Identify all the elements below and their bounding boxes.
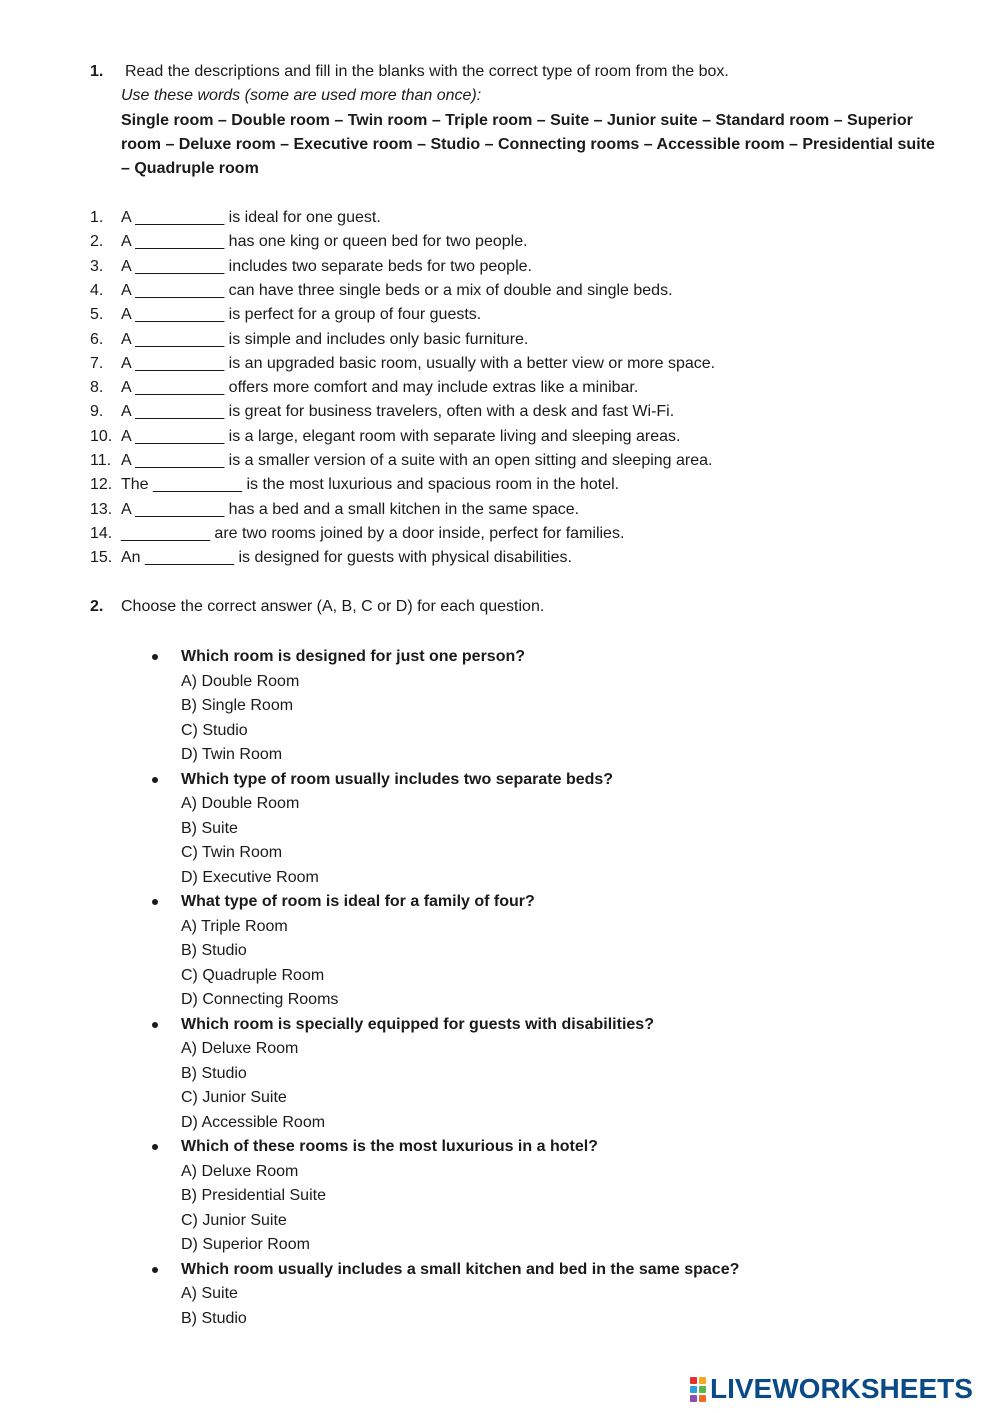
item-number: 9. — [90, 403, 104, 420]
word-bank-line: – Quadruple room — [121, 160, 259, 177]
fill-in-item: A __________ offers more comfort and may include extras like a minibar. — [121, 379, 639, 396]
answer-option[interactable]: B) Single Room — [181, 697, 294, 714]
answer-option[interactable]: A) Deluxe Room — [181, 1163, 299, 1180]
answer-option[interactable]: A) Double Room — [181, 673, 300, 690]
question-text: Which room is designed for just one person? — [181, 648, 526, 665]
answer-option[interactable]: C) Quadruple Room — [181, 967, 325, 984]
bullet-icon — [152, 1144, 158, 1150]
fill-in-item: A __________ can have three single beds or a mix of double and single beds. — [121, 282, 673, 299]
fill-in-item: A __________ is an upgraded basic room, usually with a better view or more space. — [121, 355, 716, 372]
answer-option[interactable]: D) Connecting Rooms — [181, 991, 339, 1008]
fill-in-item: A __________ is a smaller version of a suite with an open sitting and sleeping area. — [121, 452, 713, 469]
answer-option[interactable]: D) Accessible Room — [181, 1114, 326, 1131]
item-number: 12. — [90, 476, 113, 493]
fill-in-item: A __________ is simple and includes only basic furniture. — [121, 331, 529, 348]
answer-option[interactable]: B) Studio — [181, 1310, 247, 1327]
item-number: 7. — [90, 355, 104, 372]
answer-option[interactable]: A) Deluxe Room — [181, 1040, 299, 1057]
word-bank-line: room – Deluxe room – Executive room – Studio – Connecting rooms – Accessible room – Presidential suite — [121, 136, 935, 153]
answer-option[interactable]: C) Junior Suite — [181, 1212, 287, 1229]
bullet-icon — [152, 899, 158, 905]
section1-number: 1. — [90, 63, 104, 80]
question-text: Which room is specially equipped for guests with disabilities? — [181, 1016, 654, 1033]
question-text: Which type of room usually includes two separate beds? — [181, 771, 614, 788]
question-text: Which of these rooms is the most luxurious in a hotel? — [181, 1138, 598, 1155]
item-number: 1. — [90, 209, 104, 226]
word-bank-note: Use these words (some are used more than once): — [121, 87, 482, 104]
answer-option[interactable]: B) Studio — [181, 942, 247, 959]
item-number: 2. — [90, 233, 104, 250]
answer-option[interactable]: A) Double Room — [181, 795, 300, 812]
question-text: Which room usually includes a small kitchen and bed in the same space? — [181, 1261, 740, 1278]
item-number: 10. — [90, 428, 113, 445]
bullet-icon — [152, 777, 158, 783]
answer-option[interactable]: D) Twin Room — [181, 746, 283, 763]
answer-option[interactable]: B) Studio — [181, 1065, 247, 1082]
logo-text: LIVEWORKSHEETS — [710, 1373, 973, 1404]
fill-in-item: A __________ has a bed and a small kitchen in the same space. — [121, 501, 580, 518]
answer-option[interactable]: A) Suite — [181, 1285, 238, 1302]
answer-option[interactable]: A) Triple Room — [181, 918, 288, 935]
answer-option[interactable]: B) Presidential Suite — [181, 1187, 326, 1204]
item-number: 13. — [90, 501, 113, 518]
fill-in-item: A __________ is perfect for a group of four guests. — [121, 306, 482, 323]
item-number: 8. — [90, 379, 104, 396]
answer-option[interactable]: C) Studio — [181, 722, 248, 739]
item-number: 5. — [90, 306, 104, 323]
fill-in-item: A __________ includes two separate beds for two people. — [121, 258, 532, 275]
bullet-icon — [152, 1022, 158, 1028]
item-number: 11. — [90, 452, 112, 469]
item-number: 14. — [90, 525, 113, 542]
section2-instruction: Choose the correct answer (A, B, C or D) for each question. — [121, 598, 545, 615]
fill-in-item: A __________ is a large, elegant room with separate living and sleeping areas. — [121, 428, 681, 445]
question-text: What type of room is ideal for a family of four? — [181, 893, 535, 910]
fill-in-item: The __________ is the most luxurious and spacious room in the hotel. — [121, 476, 620, 493]
item-number: 3. — [90, 258, 104, 275]
section1-instruction: Read the descriptions and fill in the blanks with the correct type of room from the box. — [125, 63, 729, 80]
answer-option[interactable]: C) Twin Room — [181, 844, 283, 861]
section2-number: 2. — [90, 598, 104, 615]
item-number: 15. — [90, 549, 113, 566]
fill-in-item: A __________ is great for business travelers, often with a desk and fast Wi-Fi. — [121, 403, 675, 420]
bullet-icon — [152, 1267, 158, 1273]
item-number: 4. — [90, 282, 104, 299]
answer-option[interactable]: B) Suite — [181, 820, 238, 837]
fill-in-item: __________ are two rooms joined by a door inside, perfect for families. — [121, 525, 625, 542]
fill-in-item: An __________ is designed for guests with physical disabilities. — [121, 549, 572, 566]
word-bank-line: Single room – Double room – Twin room – Triple room – Suite – Junior suite – Standard room – Superior — [121, 112, 913, 129]
logo-mark-icon — [690, 1377, 706, 1402]
item-number: 6. — [90, 331, 104, 348]
liveworksheets-logo — [690, 1374, 973, 1404]
fill-in-item: A __________ has one king or queen bed for two people. — [121, 233, 528, 250]
answer-option[interactable]: D) Executive Room — [181, 869, 319, 886]
answer-option[interactable]: C) Junior Suite — [181, 1089, 287, 1106]
fill-in-item: A __________ is ideal for one guest. — [121, 209, 381, 226]
bullet-icon — [152, 654, 158, 660]
answer-option[interactable]: D) Superior Room — [181, 1236, 310, 1253]
